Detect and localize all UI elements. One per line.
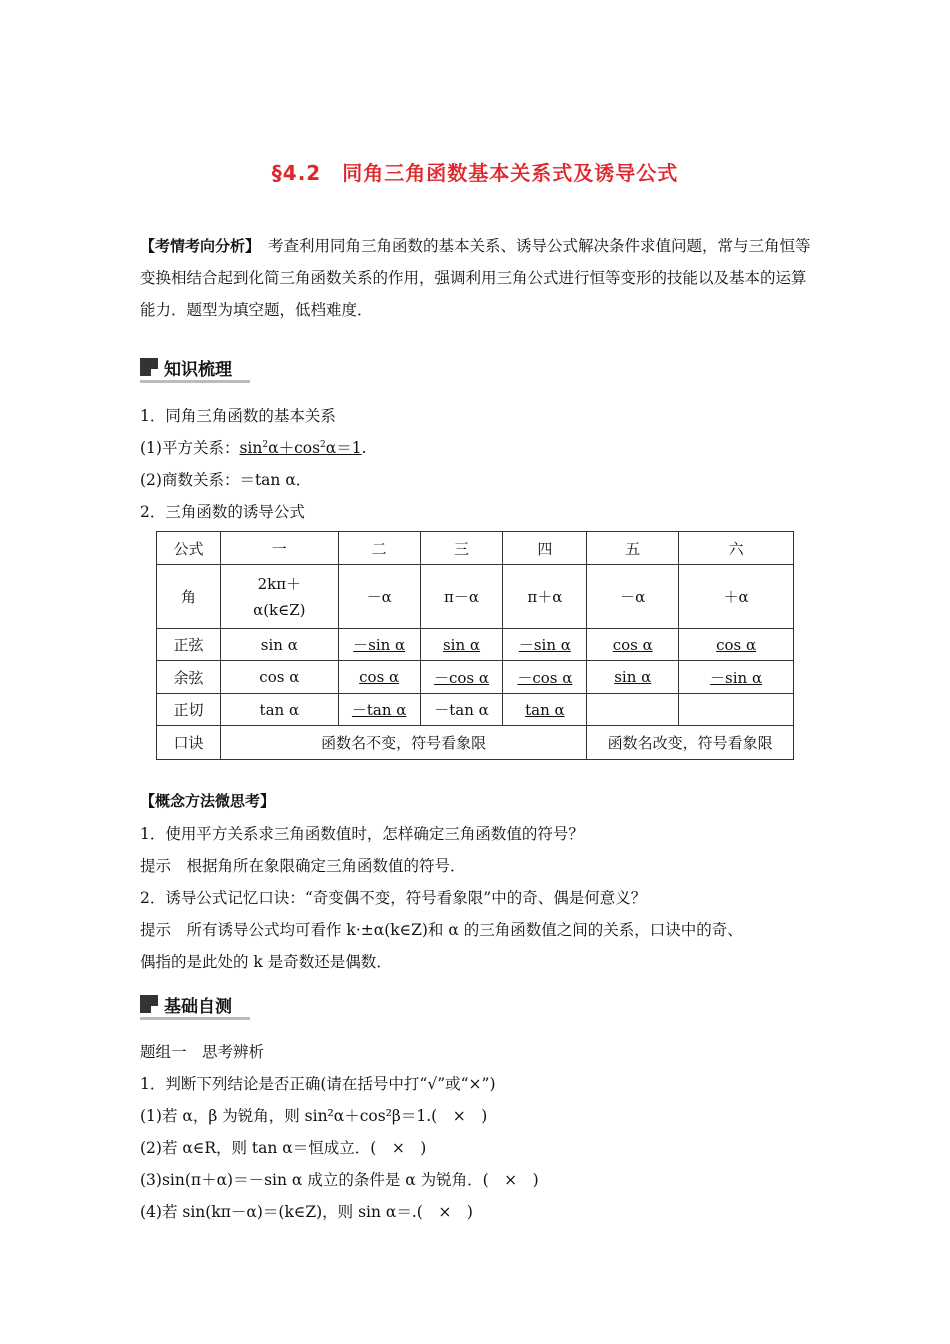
test-question: 1．判断下列结论是否正确(请在括号中打“√”或“×”) [140, 1075, 496, 1093]
angle-cell: 2kπ＋ α(k∈Z) [220, 565, 338, 629]
page-title: §4.2 同角三角函数基本关系式及诱导公式 [271, 161, 679, 185]
analysis-tag: 【考情考向分析】 [140, 237, 253, 255]
rule-cell-left: 函数名不变，符号看象限 [220, 726, 586, 760]
analysis-text: 考查利用同角三角函数的基本关系、诱导公式解决条件求值问题，常与三角恒等变换相结合起到化简三角函数关系的作用，强调利用三角公式进行恒等变形的技能以及基本的运算能力．题型为填空题，低档难度． [140, 237, 811, 319]
rule-cell-right: 函数名改变，符号看象限 [587, 726, 794, 760]
tan-cell [679, 694, 794, 726]
induction-formula-table [156, 531, 794, 760]
section-underline [140, 1017, 250, 1020]
sin-cell: －sin α [503, 629, 587, 661]
header-cell: 五 [587, 532, 679, 565]
think-answer-1: 提示 根据角所在象限确定三角函数值的符号． [140, 857, 466, 875]
section-knowledge [140, 352, 232, 382]
section-heading: 知识梳理 [164, 359, 232, 380]
section-heading: 基础自测 [164, 996, 232, 1017]
test-item-4: (4)若 sin(kπ－α)＝(k∈Z)，则 sin α＝.( × ) [140, 1203, 473, 1221]
k1a-prefix: (1)平方关系： [140, 439, 240, 457]
section-underline [140, 380, 250, 383]
angle-cell: －α [587, 565, 679, 629]
sin-cell: sin α [420, 629, 503, 661]
angle-cell: π－α [420, 565, 503, 629]
analysis-paragraph [140, 230, 820, 326]
angle-cell: －α [338, 565, 420, 629]
table-row-cos [157, 661, 794, 694]
header-cell: 三 [420, 532, 503, 565]
row-label: 角 [157, 565, 221, 629]
section-square-icon [140, 358, 158, 376]
think-answer-2: 提示 所有诱导公式均可看作 k·±α(k∈Z)和 α 的三角函数值之间的关系，口诀中的奇、 [140, 921, 743, 939]
cos-cell: －cos α [503, 661, 587, 694]
knowledge-item-1: 1．同角三角函数的基本关系 [140, 407, 336, 425]
table-row-header [157, 532, 794, 565]
table-row-sin [157, 629, 794, 661]
test-item-2: (2)若 α∈R，则 tan α＝恒成立．( × ) [140, 1139, 427, 1157]
header-cell: 公式 [157, 532, 221, 565]
test-group: 题组一 思考辨析 [140, 1043, 265, 1061]
section-selftest [140, 989, 232, 1019]
sin-cell: sin α [220, 629, 338, 661]
knowledge-item-1b: (2)商数关系：＝tan α． [140, 471, 312, 489]
cos-cell: －cos α [420, 661, 503, 694]
cos-cell: cos α [220, 661, 338, 694]
header-cell: 四 [503, 532, 587, 565]
angle-cell: ＋α [679, 565, 794, 629]
think-question-1: 1．使用平方关系求三角函数值时，怎样确定三角函数值的符号？ [140, 825, 584, 843]
table-row-tan [157, 694, 794, 726]
tan-cell: －tan α [338, 694, 420, 726]
header-cell: 二 [338, 532, 420, 565]
section-square-icon [140, 995, 158, 1013]
test-item-3: (3)sin(π＋α)＝－sin α 成立的条件是 α 为锐角．( × ) [140, 1171, 539, 1189]
think-tag: 【概念方法微思考】 [140, 792, 276, 810]
tan-cell [587, 694, 679, 726]
think-question-2: 2．诱导公式记忆口诀：“奇变偶不变，符号看象限”中的奇、偶是何意义？ [140, 889, 647, 907]
knowledge-item-1a: (1)平方关系：$\sin^2\alpha+\cos^2\alpha=1$. [140, 439, 367, 457]
row-label: 正切 [157, 694, 221, 726]
row-label: 正弦 [157, 629, 221, 661]
angle-cell: π＋α [503, 565, 587, 629]
square-relation: $\sin^2\alpha+\cos^2\alpha=1$ [239, 439, 362, 457]
sin-cell: cos α [587, 629, 679, 661]
tan-cell: tan α [220, 694, 338, 726]
table-row-angle [157, 565, 794, 629]
row-label: 口诀 [157, 726, 221, 760]
think-answer-2-cont: 偶指的是此处的 k 是奇数还是偶数． [140, 953, 392, 971]
tan-cell: －tan α [420, 694, 503, 726]
table-row-rule [157, 726, 794, 760]
test-item-1: (1)若 α，β 为锐角，则 sin²α＋cos²β＝1.( × ) [140, 1107, 488, 1125]
sin-cell: cos α [679, 629, 794, 661]
header-cell: 六 [679, 532, 794, 565]
tan-cell: tan α [503, 694, 587, 726]
knowledge-item-2: 2．三角函数的诱导公式 [140, 503, 305, 521]
sin-cell: －sin α [338, 629, 420, 661]
cos-cell: cos α [338, 661, 420, 694]
cos-cell: sin α [587, 661, 679, 694]
header-cell: 一 [220, 532, 338, 565]
cos-cell: －sin α [679, 661, 794, 694]
row-label: 余弦 [157, 661, 221, 694]
